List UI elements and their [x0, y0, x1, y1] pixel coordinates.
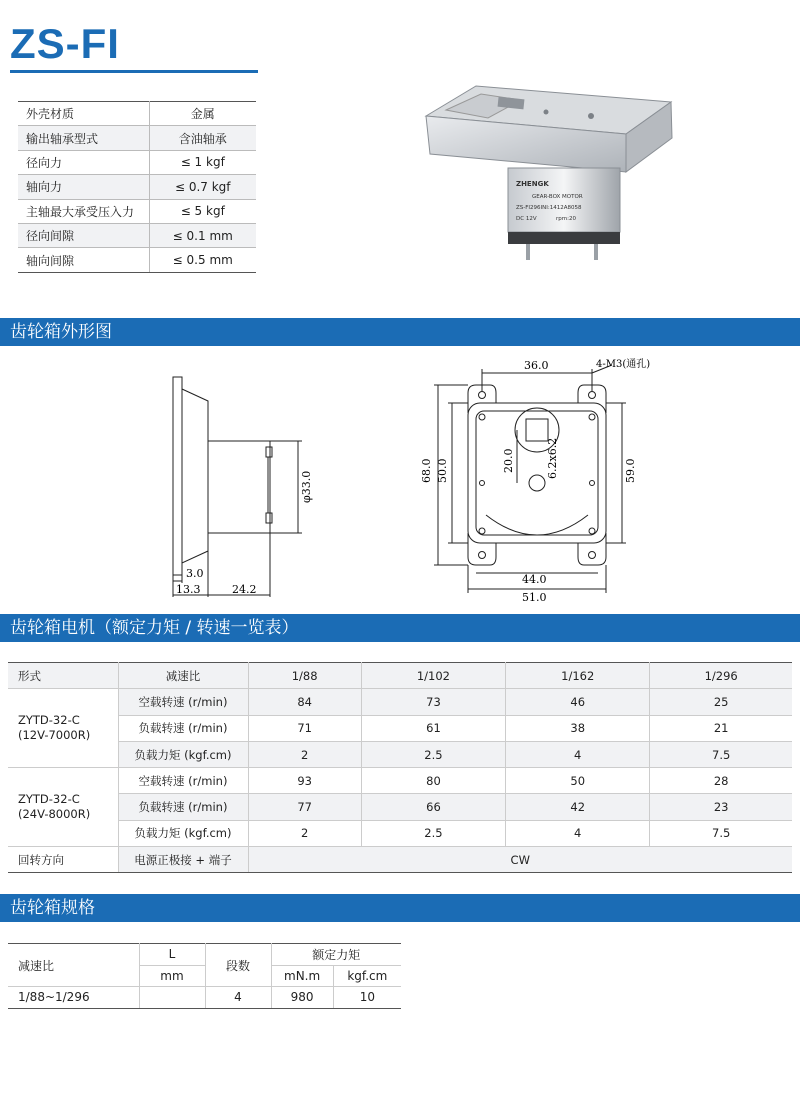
dim-44: 44.0: [522, 573, 547, 586]
motor-table: [8, 662, 792, 873]
spec-value: ≤ 0.7 kgf: [149, 175, 256, 199]
cell: 38: [506, 715, 650, 741]
table-row: [8, 715, 792, 741]
table-row: [8, 768, 792, 794]
table-row: [8, 741, 792, 767]
spec-label: 主轴最大承受压入力: [18, 199, 149, 223]
row-label: 负载转速 (r/min): [118, 715, 248, 741]
dim-13-3: 13.3: [176, 583, 201, 596]
cell: 7.5: [650, 820, 792, 846]
col-header: 1/102: [361, 663, 505, 689]
cell: 93: [248, 768, 361, 794]
title-underline: [10, 70, 258, 73]
cell: 21: [650, 715, 792, 741]
cell: 10: [333, 987, 401, 1009]
col-header: 1/296: [650, 663, 792, 689]
table-row: [8, 794, 792, 820]
model-cell: [8, 689, 118, 768]
table-row: [18, 248, 256, 272]
col-header: mN.m: [271, 965, 333, 987]
col-header: L: [139, 944, 205, 966]
model-cell: [8, 768, 118, 847]
cell: 1/88~1/296: [8, 987, 139, 1009]
spec-value: ≤ 0.5 mm: [149, 248, 256, 272]
col-header: 1/88: [248, 663, 361, 689]
dim-3: 3.0: [186, 567, 204, 580]
cell: [139, 987, 205, 1009]
dim-6-2: 6.2x6.2: [546, 437, 559, 479]
cell: 23: [650, 794, 792, 820]
cell: 84: [248, 689, 361, 715]
dim-51: 51.0: [522, 591, 547, 604]
dim-50: 50.0: [436, 458, 449, 483]
table-row: [8, 944, 401, 966]
dim-holes: 4-M3(通孔): [596, 359, 651, 370]
photo-brand-label: ZHENGK: [516, 180, 549, 188]
table-row: [18, 223, 256, 247]
table-row: [8, 689, 792, 715]
dim-59: 59.0: [624, 458, 637, 483]
table-row: [18, 199, 256, 223]
cell: 25: [650, 689, 792, 715]
row-label: 空载转速 (r/min): [118, 689, 248, 715]
table-row: [18, 150, 256, 174]
cell: 77: [248, 794, 361, 820]
col-header: kgf.cm: [333, 965, 401, 987]
row-label: 回转方向: [8, 847, 118, 873]
photo-label-line3b: rpm:20: [556, 216, 576, 222]
col-header: 减速比: [8, 944, 139, 987]
spec-value: 含油轴承: [149, 126, 256, 150]
row-label: 电源正极接 + 端子: [118, 847, 248, 873]
row-label: 空载转速 (r/min): [118, 768, 248, 794]
cell: 4: [506, 820, 650, 846]
cell: 28: [650, 768, 792, 794]
cell: 46: [506, 689, 650, 715]
dim-36: 36.0: [524, 359, 549, 372]
model-spec: (24V-8000R): [18, 807, 91, 822]
dim-24-2: 24.2: [232, 583, 257, 596]
cell: 80: [361, 768, 505, 794]
cell: 71: [248, 715, 361, 741]
section-header-motor: 齿轮箱电机（额定力矩 / 转速一览表）: [0, 614, 800, 642]
model-name: ZYTD-32-C: [18, 713, 80, 728]
col-header: 形式: [8, 663, 118, 689]
table-row: [18, 126, 256, 150]
table-row: [8, 847, 792, 873]
col-header: mm: [139, 965, 205, 987]
table-row: [8, 663, 792, 689]
spec-label: 径向力: [18, 150, 149, 174]
spec-value: ≤ 5 kgf: [149, 199, 256, 223]
gear-spec-table: [8, 943, 401, 1009]
cell: 4: [506, 741, 650, 767]
spec-value: 金属: [149, 102, 256, 126]
row-label: 负载力矩 (kgf.cm): [118, 741, 248, 767]
table-row: [18, 175, 256, 199]
spec-label: 外壳材质: [18, 102, 149, 126]
photo-label-line3a: DC 12V: [516, 216, 537, 222]
col-header: 额定力矩: [271, 944, 401, 966]
spec-label: 轴向力: [18, 175, 149, 199]
spec-label: 输出轴承型式: [18, 126, 149, 150]
model-spec: (12V-7000R): [18, 728, 91, 743]
page-title: ZS-FI: [10, 20, 120, 67]
cell: 61: [361, 715, 505, 741]
cell: 980: [271, 987, 333, 1009]
dim-20: 20.0: [502, 448, 515, 473]
cell: 73: [361, 689, 505, 715]
col-header: 1/162: [506, 663, 650, 689]
dim-68: 68.0: [420, 458, 433, 483]
col-header: 段数: [205, 944, 271, 987]
table-row: [8, 820, 792, 846]
spec-label: 轴向间隙: [18, 248, 149, 272]
section-header-outline: 齿轮箱外形图: [0, 318, 800, 346]
spec-label: 径向间隙: [18, 223, 149, 247]
row-label: 负载转速 (r/min): [118, 794, 248, 820]
spec-value: ≤ 1 kgf: [149, 150, 256, 174]
cell: 66: [361, 794, 505, 820]
spec-value: ≤ 0.1 mm: [149, 223, 256, 247]
table-row: [8, 987, 401, 1009]
photo-label-line2: ZS-FI296INI:1412A8058: [516, 205, 582, 211]
col-header: 减速比: [118, 663, 248, 689]
spec-table: [18, 101, 256, 273]
outline-drawing: [150, 355, 670, 605]
row-label: 负载力矩 (kgf.cm): [118, 820, 248, 846]
dim-33: φ33.0: [300, 470, 313, 503]
model-name: ZYTD-32-C: [18, 792, 80, 807]
cell: 50: [506, 768, 650, 794]
cell: 42: [506, 794, 650, 820]
cell: 2.5: [361, 741, 505, 767]
product-photo: [416, 76, 686, 276]
photo-label-line1: GEAR-BOX MOTOR: [532, 194, 583, 200]
cell: 2: [248, 820, 361, 846]
section-header-spec: 齿轮箱规格: [0, 894, 800, 922]
cell: 7.5: [650, 741, 792, 767]
table-row: [18, 102, 256, 126]
cell: 4: [205, 987, 271, 1009]
cell: 2: [248, 741, 361, 767]
cell: CW: [248, 847, 792, 873]
cell: 2.5: [361, 820, 505, 846]
